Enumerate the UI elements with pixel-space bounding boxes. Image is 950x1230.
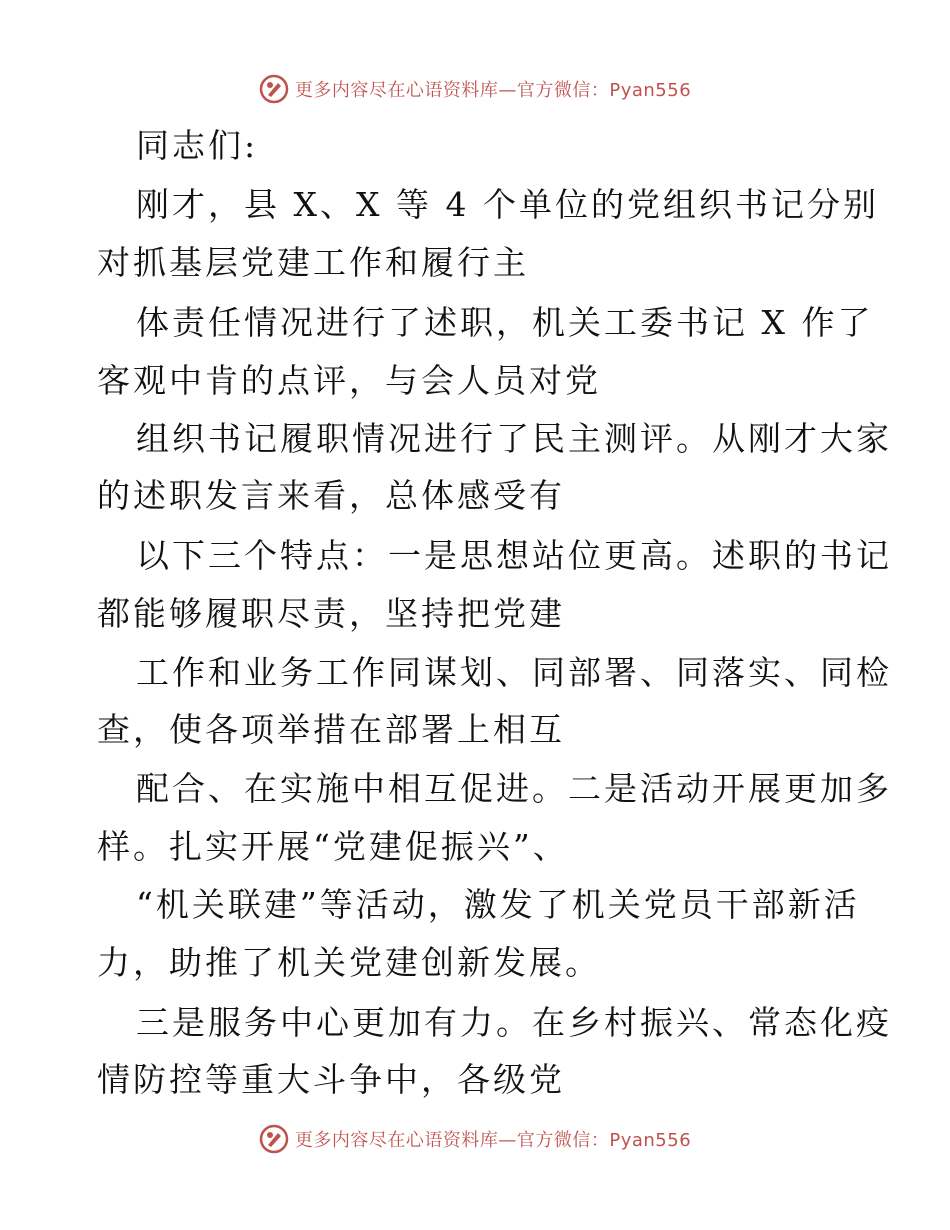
text-line: “机关联建”等活动，激发了机关党员干部新活	[136, 885, 860, 924]
pen-nib-circle-icon	[259, 1124, 289, 1154]
text-line: 体责任情况进行了述职，机关工委书记 X 作了	[136, 303, 874, 342]
text-line: 同志们:	[136, 126, 259, 165]
text-line: 情防控等重大斗争中，各级党	[97, 1060, 565, 1099]
text-line: 组织书记履职情况进行了民主测评。从刚才大家	[136, 419, 892, 458]
text-line: 工作和业务工作同谋划、同部署、同落实、同检	[136, 653, 892, 692]
watermark-text: 更多内容尽在心语资料库—官方微信：Pyan556	[294, 80, 692, 101]
text-line: 查，使各项举措在部署上相互	[97, 710, 565, 749]
text-line: 力，助推了机关党建创新发展。	[97, 943, 601, 982]
text-line: 配合、在实施中相互促进。二是活动开展更加多	[136, 769, 892, 808]
text-line: 都能够履职尽责，坚持把党建	[97, 594, 565, 633]
header-watermark	[0, 74, 950, 104]
footer-watermark	[0, 1124, 950, 1154]
watermark-text: 更多内容尽在心语资料库—官方微信：Pyan556	[294, 1130, 692, 1151]
text-line: 三是服务中心更加有力。在乡村振兴、常态化疫	[136, 1003, 892, 1042]
text-line: 以下三个特点：一是思想站位更高。述职的书记	[136, 536, 892, 575]
text-line: 刚才，县 X、X 等 4 个单位的党组织书记分别	[136, 185, 879, 224]
pen-nib-circle-icon	[259, 74, 289, 104]
text-line: 客观中肯的点评，与会人员对党	[97, 361, 601, 400]
text-line: 对抓基层党建工作和履行主	[97, 243, 529, 282]
text-line: 样。扎实开展“党建促振兴”、	[97, 827, 569, 866]
text-line: 的述职发言来看，总体感受有	[97, 476, 565, 515]
